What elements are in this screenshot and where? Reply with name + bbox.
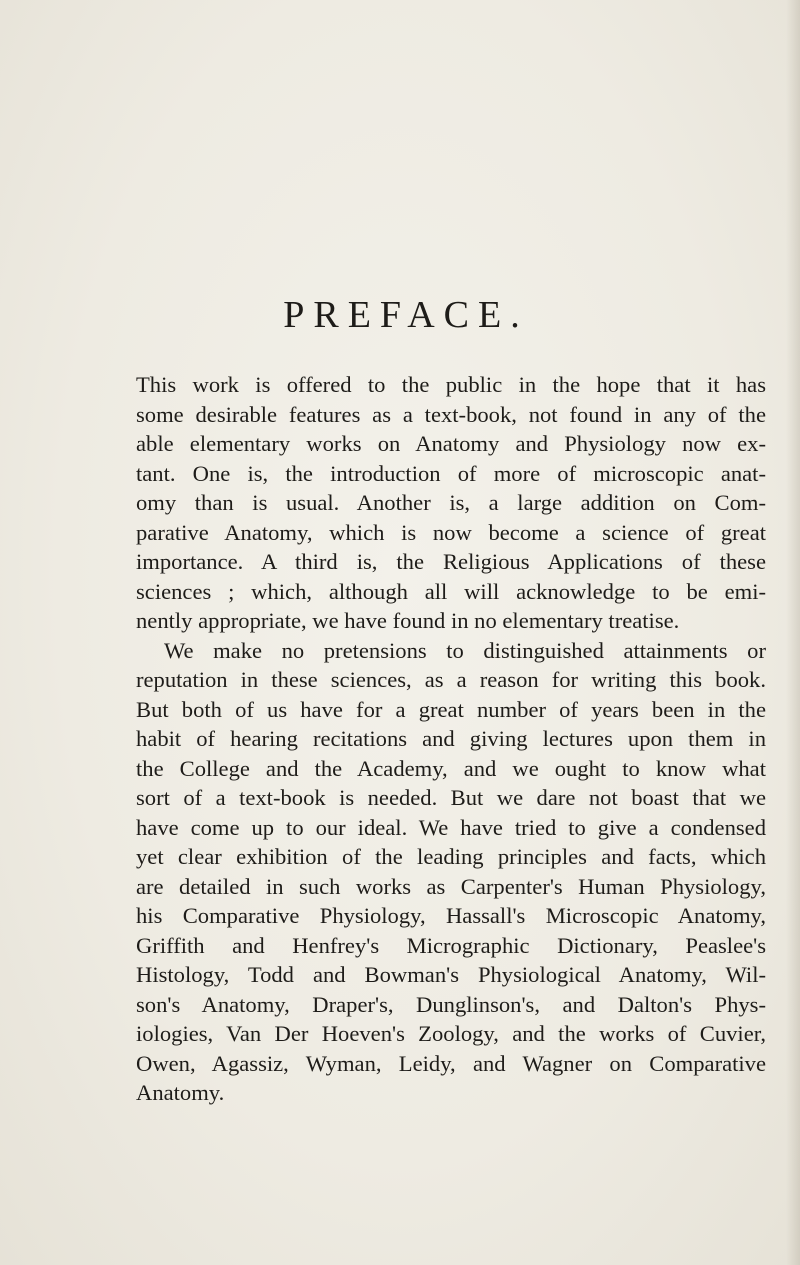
text-line: omy than is usual. Another is, a large addition on Com- xyxy=(136,490,766,515)
preface-body xyxy=(136,370,766,1108)
text-line: We make no pretensions to distinguished attainments or xyxy=(164,637,766,663)
text-line: habit of hearing recitations and giving lectures upon them in xyxy=(136,726,766,751)
text-line: iologies, Van Der Hoeven's Zoology, and the works of Cuvier, xyxy=(136,1021,766,1046)
text-line: have come up to our ideal. We have tried to give a condensed xyxy=(136,814,766,840)
text-line: the College and the Academy, and we ought to know what xyxy=(136,755,766,781)
text-line: But both of us have for a great number of years been in the xyxy=(136,696,766,722)
page-title: PREFACE. xyxy=(283,294,529,336)
text-line: sort of a text-book is needed. But we dare not boast that we xyxy=(136,785,766,810)
text-line: tant. One is, the introduction of more of microscopic anat- xyxy=(136,460,766,486)
text-line: Histology, Todd and Bowman's Physiological Anatomy, Wil- xyxy=(136,962,766,987)
text-line: Owen, Agassiz, Wyman, Leidy, and Wagner on Comparative xyxy=(136,1050,766,1076)
text-line: sciences ; which, although all will acknowledge to be emi- xyxy=(136,578,766,604)
text-line: some desirable features as a text-book, not found in any of the xyxy=(136,401,766,427)
text-line: parative Anatomy, which is now become a science of great xyxy=(136,519,766,545)
text-line: Anatomy. xyxy=(136,1080,225,1105)
text-line: son's Anatomy, Draper's, Dunglinson's, and Dalton's Phys- xyxy=(136,991,766,1017)
text-line: able elementary works on Anatomy and Physiology now ex- xyxy=(136,431,766,456)
paragraph-2 xyxy=(136,636,766,1108)
page-edge-shadow xyxy=(786,0,800,1265)
text-line: yet clear exhibition of the leading principles and facts, which xyxy=(136,844,766,869)
text-line: his Comparative Physiology, Hassall's Microscopic Anatomy, xyxy=(136,903,766,928)
text-line: importance. A third is, the Religious Applications of these xyxy=(136,549,766,574)
text-line: Griffith and Henfrey's Micrographic Dictionary, Peaslee's xyxy=(136,932,766,958)
paragraph-1 xyxy=(136,370,766,636)
text-line: nently appropriate, we have found in no elementary treatise. xyxy=(136,608,680,633)
text-line: reputation in these sciences, as a reason for writing this book. xyxy=(136,667,766,692)
text-line: This work is offered to the public in the hope that it has xyxy=(136,372,766,397)
text-line: are detailed in such works as Carpenter's Human Physiology, xyxy=(136,873,766,899)
